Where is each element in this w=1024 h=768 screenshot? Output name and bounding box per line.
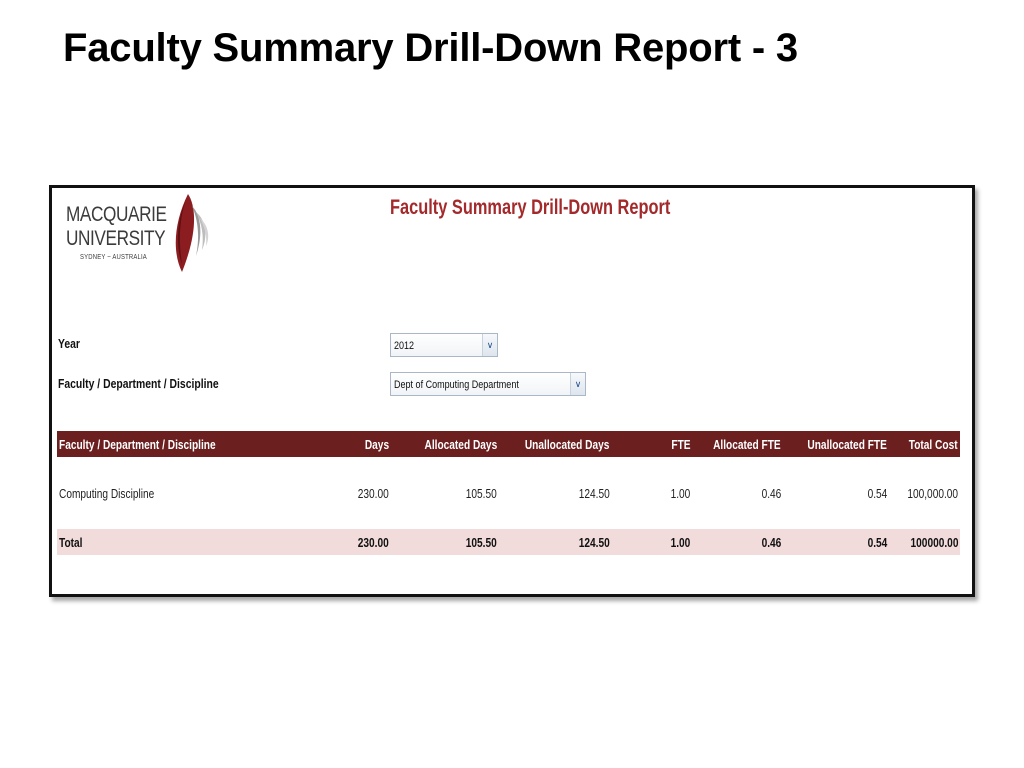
- column-header-days[interactable]: Days: [306, 431, 391, 457]
- column-header-total-cost[interactable]: Total Cost: [889, 431, 960, 457]
- year-select-value: 2012: [394, 340, 415, 352]
- report-title: Faculty Summary Drill-Down Report: [390, 196, 671, 219]
- logo-line-2: UNIVERSITY: [66, 227, 166, 250]
- row-fte: 1.00: [670, 485, 691, 501]
- row-discipline-name[interactable]: Computing Discipline: [59, 485, 155, 501]
- table-row[interactable]: [57, 457, 960, 529]
- row-unallocated-days: 124.50: [578, 485, 610, 501]
- chevron-down-icon[interactable]: ∨: [570, 373, 585, 395]
- faculty-department-discipline-label: Faculty / Department / Discipline: [58, 376, 219, 391]
- column-header-allocated-fte[interactable]: Allocated FTE: [692, 431, 783, 457]
- total-unallocated-fte: 0.54: [783, 529, 889, 555]
- column-header-faculty[interactable]: Faculty / Department / Discipline: [57, 431, 306, 457]
- total-label: Total: [57, 529, 306, 555]
- logo-subtitle: SYDNEY ~ AUSTRALIA: [80, 254, 147, 261]
- macquarie-emblem-icon: [166, 192, 210, 274]
- department-select-value: Dept of Computing Department: [394, 379, 519, 391]
- total-total-cost: 100000.00: [889, 529, 960, 555]
- department-select[interactable]: [390, 372, 586, 396]
- column-header-allocated-days[interactable]: Allocated Days: [391, 431, 499, 457]
- column-header-unallocated-fte[interactable]: Unallocated FTE: [783, 431, 889, 457]
- column-header-fte[interactable]: FTE: [611, 431, 692, 457]
- slide-title: Faculty Summary Drill-Down Report - 3: [63, 26, 798, 70]
- chevron-down-icon[interactable]: ∨: [482, 334, 497, 356]
- total-allocated-fte: 0.46: [692, 529, 783, 555]
- logo-line-1: MACQUARIE: [66, 203, 167, 226]
- total-fte: 1.00: [611, 529, 692, 555]
- report-screenshot-frame: [49, 185, 975, 597]
- university-logo: [66, 192, 206, 274]
- row-total-cost: 100,000.00: [907, 485, 958, 501]
- total-days: 230.00: [306, 529, 391, 555]
- row-days: 230.00: [358, 485, 390, 501]
- total-unallocated-days: 124.50: [499, 529, 611, 555]
- table-header-row: [57, 431, 960, 457]
- row-allocated-fte: 0.46: [761, 485, 782, 501]
- table-total-row: [57, 529, 960, 555]
- summary-table: [57, 431, 960, 555]
- total-allocated-days: 105.50: [391, 529, 499, 555]
- year-label: Year: [58, 336, 80, 351]
- column-header-unallocated-days[interactable]: Unallocated Days: [499, 431, 611, 457]
- row-unallocated-fte: 0.54: [867, 485, 887, 501]
- row-allocated-days: 105.50: [465, 485, 498, 501]
- year-select[interactable]: [390, 333, 498, 357]
